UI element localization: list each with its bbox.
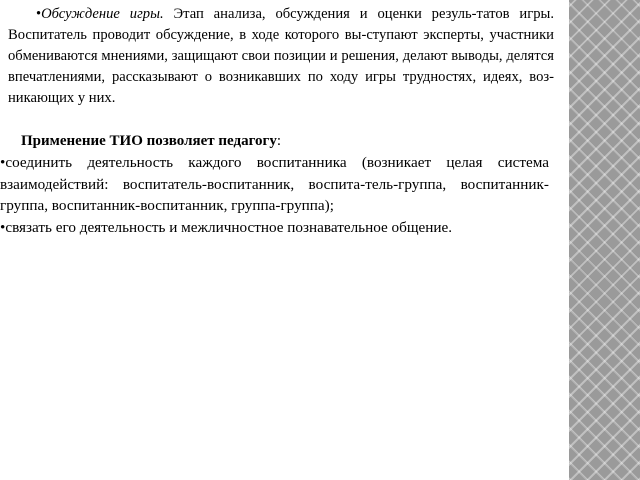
bullet-icon: • bbox=[36, 6, 42, 22]
tio-heading bbox=[21, 131, 281, 152]
game-discussion-lead: Обсуждение игры. bbox=[41, 6, 164, 22]
tio-heading-colon: : bbox=[276, 133, 281, 149]
decorative-pattern-strip bbox=[569, 0, 640, 480]
game-discussion-paragraph bbox=[8, 4, 554, 109]
tio-benefits-list bbox=[0, 152, 549, 238]
tio-heading-bold: Применение ТИО позволяет педагогу bbox=[21, 133, 277, 149]
list-item bbox=[0, 217, 549, 239]
bullet-icon: • bbox=[0, 218, 6, 236]
bullet-icon: • bbox=[0, 154, 6, 171]
list-item-text: соединить деятельность каждого воспитанника (возникает целая система взаимодействий: воспитатель-воспитанник, воспита-тель-группа, воспитанник-группа, воспитанник-воспитанник, группа-группа); bbox=[0, 154, 549, 214]
list-item bbox=[0, 152, 549, 217]
list-item-text: связать его деятельность и межличностное познавательное общение. bbox=[5, 218, 453, 236]
game-discussion-text: Этап анализа, обсуждения и оценки резуль-татов игры. Воспитатель проводит обсуждение, в ходе которого вы-ступают эксперты, участники обмениваются мнениями, защищают свои позиции и решения, делают выводы, делятся впечатлениями, рассказывают о возникавших по ходу игры трудностях, идеях, воз-никающих у них. bbox=[8, 6, 554, 106]
